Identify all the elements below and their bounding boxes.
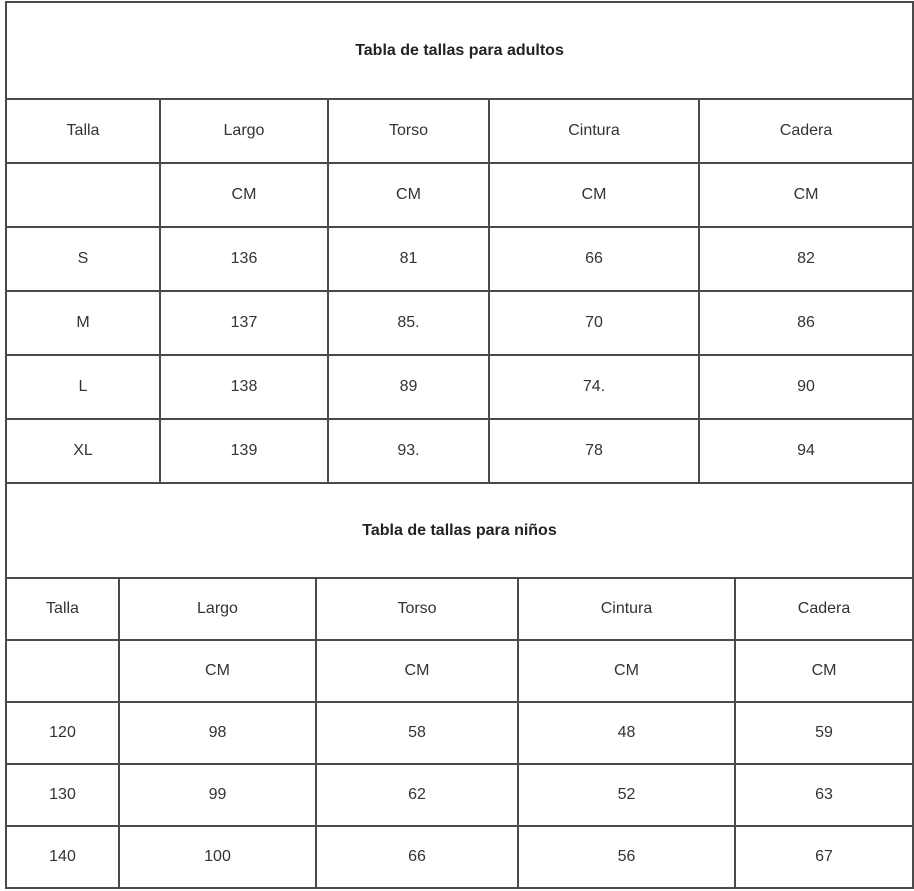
unit-cell: CM bbox=[328, 163, 489, 227]
header-torso: Torso bbox=[316, 578, 518, 640]
cintura-cell: 66 bbox=[489, 227, 699, 291]
adult-table-title: Tabla de tallas para adultos bbox=[6, 2, 913, 99]
unit-cell: CM bbox=[735, 640, 913, 702]
table-row bbox=[6, 826, 913, 888]
cintura-cell: 70 bbox=[489, 291, 699, 355]
largo-cell: 98 bbox=[119, 702, 316, 764]
torso-cell: 66 bbox=[316, 826, 518, 888]
adult-header-row bbox=[6, 99, 913, 163]
header-cintura: Cintura bbox=[518, 578, 735, 640]
kids-size-table bbox=[5, 482, 914, 889]
size-cell: S bbox=[6, 227, 160, 291]
size-cell: 120 bbox=[6, 702, 119, 764]
adult-title-row bbox=[6, 2, 913, 99]
kids-header-row bbox=[6, 578, 913, 640]
table-row bbox=[6, 355, 913, 419]
torso-cell: 85. bbox=[328, 291, 489, 355]
unit-cell bbox=[6, 640, 119, 702]
largo-cell: 136 bbox=[160, 227, 328, 291]
header-talla: Talla bbox=[6, 578, 119, 640]
largo-cell: 139 bbox=[160, 419, 328, 483]
torso-cell: 58 bbox=[316, 702, 518, 764]
cadera-cell: 63 bbox=[735, 764, 913, 826]
torso-cell: 89 bbox=[328, 355, 489, 419]
cadera-cell: 90 bbox=[699, 355, 913, 419]
header-talla: Talla bbox=[6, 99, 160, 163]
kids-table-title: Tabla de tallas para niños bbox=[6, 483, 913, 578]
table-row bbox=[6, 764, 913, 826]
largo-cell: 99 bbox=[119, 764, 316, 826]
torso-cell: 81 bbox=[328, 227, 489, 291]
adult-units-row bbox=[6, 163, 913, 227]
header-cadera: Cadera bbox=[735, 578, 913, 640]
unit-cell: CM bbox=[699, 163, 913, 227]
unit-cell: CM bbox=[489, 163, 699, 227]
header-torso: Torso bbox=[328, 99, 489, 163]
unit-cell: CM bbox=[119, 640, 316, 702]
size-cell: 130 bbox=[6, 764, 119, 826]
torso-cell: 62 bbox=[316, 764, 518, 826]
unit-cell: CM bbox=[316, 640, 518, 702]
largo-cell: 138 bbox=[160, 355, 328, 419]
kids-units-row bbox=[6, 640, 913, 702]
table-row bbox=[6, 291, 913, 355]
size-cell: 140 bbox=[6, 826, 119, 888]
cadera-cell: 86 bbox=[699, 291, 913, 355]
adult-size-table bbox=[5, 1, 914, 484]
table-row bbox=[6, 702, 913, 764]
table-row bbox=[6, 419, 913, 483]
cintura-cell: 74. bbox=[489, 355, 699, 419]
largo-cell: 100 bbox=[119, 826, 316, 888]
kids-title-row bbox=[6, 483, 913, 578]
size-cell: M bbox=[6, 291, 160, 355]
header-largo: Largo bbox=[160, 99, 328, 163]
header-cintura: Cintura bbox=[489, 99, 699, 163]
header-largo: Largo bbox=[119, 578, 316, 640]
cintura-cell: 78 bbox=[489, 419, 699, 483]
cadera-cell: 67 bbox=[735, 826, 913, 888]
torso-cell: 93. bbox=[328, 419, 489, 483]
largo-cell: 137 bbox=[160, 291, 328, 355]
cintura-cell: 52 bbox=[518, 764, 735, 826]
cadera-cell: 94 bbox=[699, 419, 913, 483]
cadera-cell: 82 bbox=[699, 227, 913, 291]
cintura-cell: 56 bbox=[518, 826, 735, 888]
size-cell: XL bbox=[6, 419, 160, 483]
unit-cell: CM bbox=[160, 163, 328, 227]
cadera-cell: 59 bbox=[735, 702, 913, 764]
cintura-cell: 48 bbox=[518, 702, 735, 764]
header-cadera: Cadera bbox=[699, 99, 913, 163]
size-cell: L bbox=[6, 355, 160, 419]
table-row bbox=[6, 227, 913, 291]
unit-cell bbox=[6, 163, 160, 227]
unit-cell: CM bbox=[518, 640, 735, 702]
